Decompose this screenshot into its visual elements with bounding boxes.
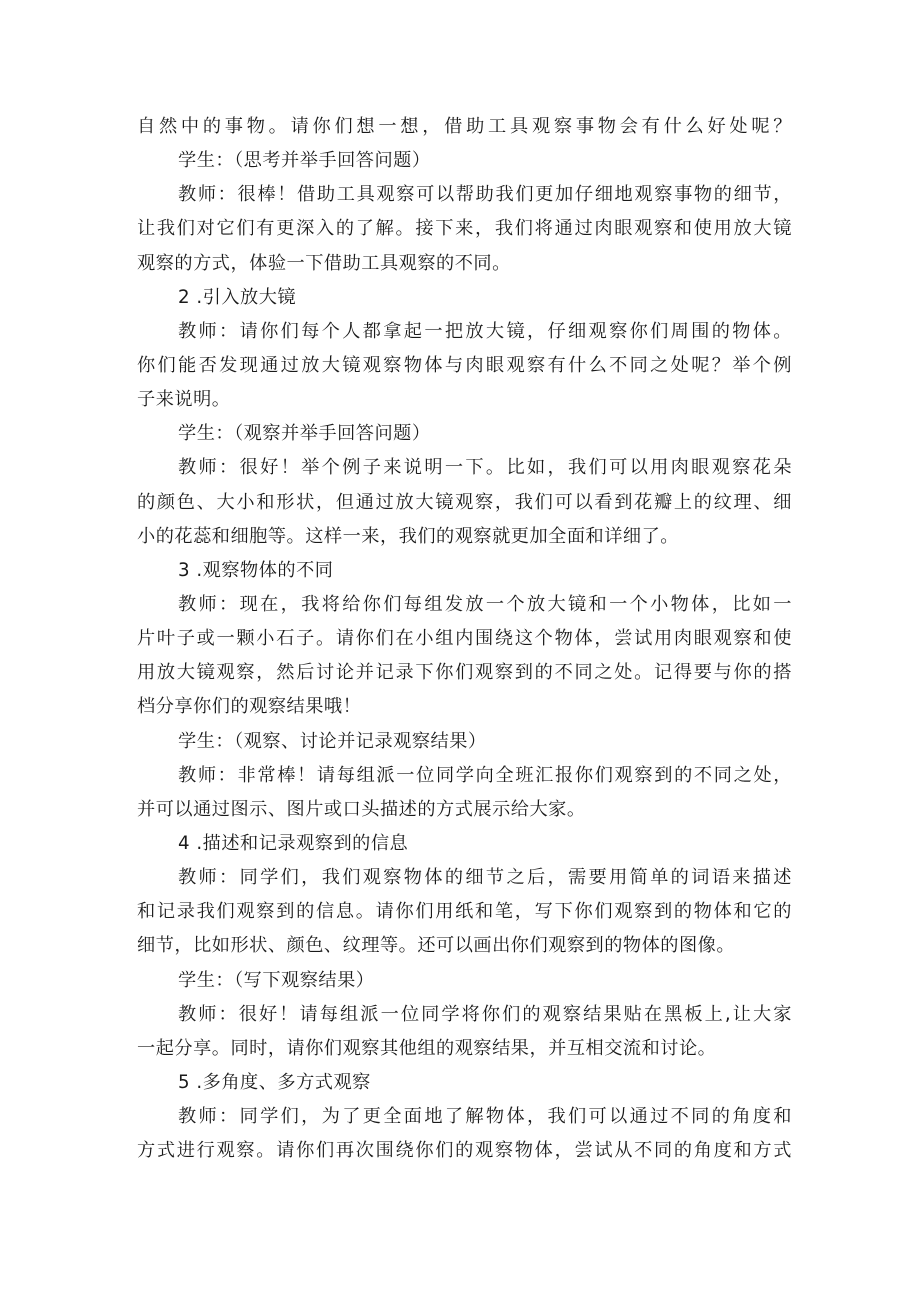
paragraph-line: 方式进行观察。请你们再次围绕你们的观察物体，尝试从不同的角度和方式 (137, 1140, 792, 1162)
paragraph-line: 的颜色、大小和形状，但通过放大镜观察，我们可以看到花瓣上的纹理、细 (137, 491, 792, 513)
teacher-line: 教师：很棒！借助工具观察可以帮助我们更加仔细地观察事物的细节， (178, 184, 792, 206)
student-response-line: 学生：（写下观察结果） (178, 969, 375, 991)
teacher-line: 教师：很好！请每组派一位同学将你们的观察结果贴在黑板上,让大家 (178, 1003, 792, 1025)
paragraph-line: 小的花蕊和细胞等。这样一来，我们的观察就更加全面和详细了。 (137, 525, 679, 547)
paragraph-line: 档分享你们的观察结果哦！ (137, 696, 362, 718)
paragraph-line: 让我们对它们有更深入的了解。接下来，我们将通过肉眼观察和使用放大镜 (137, 218, 792, 240)
paragraph-line: 和记录我们观察到的信息。请你们用纸和笔，写下你们观察到的物体和它的 (137, 901, 792, 923)
paragraph-line: 片叶子或一颗小石子。请你们在小组内围绕这个物体，尝试用肉眼观察和使 (137, 628, 792, 650)
teacher-line: 教师：同学们，为了更全面地了解物体，我们可以通过不同的角度和 (178, 1106, 792, 1128)
paragraph-line: 用放大镜观察，然后讨论并记录下你们观察到的不同之处。记得要与你的搭 (137, 662, 792, 684)
paragraph-line: 并可以通过图示、图片或口头描述的方式展示给大家。 (137, 798, 586, 820)
teacher-line: 教师：请你们每个人都拿起一把放大镜，仔细观察你们周围的物体。 (178, 320, 792, 342)
teacher-line: 教师：非常棒！请每组派一位同学向全班汇报你们观察到的不同之处， (178, 764, 792, 786)
section-heading: 5 .多角度、多方式观察 (178, 1071, 371, 1093)
paragraph-line: 你们能否发现通过放大镜观察物体与肉眼观察有什么不同之处呢？举个例 (137, 354, 792, 376)
student-response-line: 学生：（观察并举手回答问题） (178, 423, 431, 445)
section-heading: 4 .描述和记录观察到的信息 (178, 832, 409, 854)
paragraph-line: 一起分享。同时，请你们观察其他组的观察结果，并互相交流和讨论。 (137, 1037, 717, 1059)
paragraph-line: 观察的方式，体验一下借助工具观察的不同。 (137, 252, 511, 274)
teacher-line: 教师：很好！举个例子来说明一下。比如，我们可以用肉眼观察花朵 (178, 457, 792, 479)
teacher-line: 教师：同学们，我们观察物体的细节之后，需要用简单的词语来描述 (178, 867, 792, 889)
paragraph-line: 自然中的事物。请你们想一想，借助工具观察事物会有什么好处呢？ (137, 116, 792, 137)
teacher-line: 教师：现在，我将给你们每组发放一个放大镜和一个小物体，比如一 (178, 593, 792, 615)
document-body (137, 110, 792, 1168)
section-heading: 3 .观察物体的不同 (178, 559, 334, 581)
paragraph-line: 细节，比如形状、颜色、纹理等。还可以画出你们观察到的物体的图像。 (137, 935, 736, 957)
section-heading: 2 .引入放大镜 (178, 286, 297, 308)
student-response-line: 学生：（观察、讨论并记录观察结果） (178, 730, 487, 752)
student-response-line: 学生：（思考并举手回答问题） (178, 150, 431, 172)
paragraph-line: 子来说明。 (137, 389, 231, 411)
